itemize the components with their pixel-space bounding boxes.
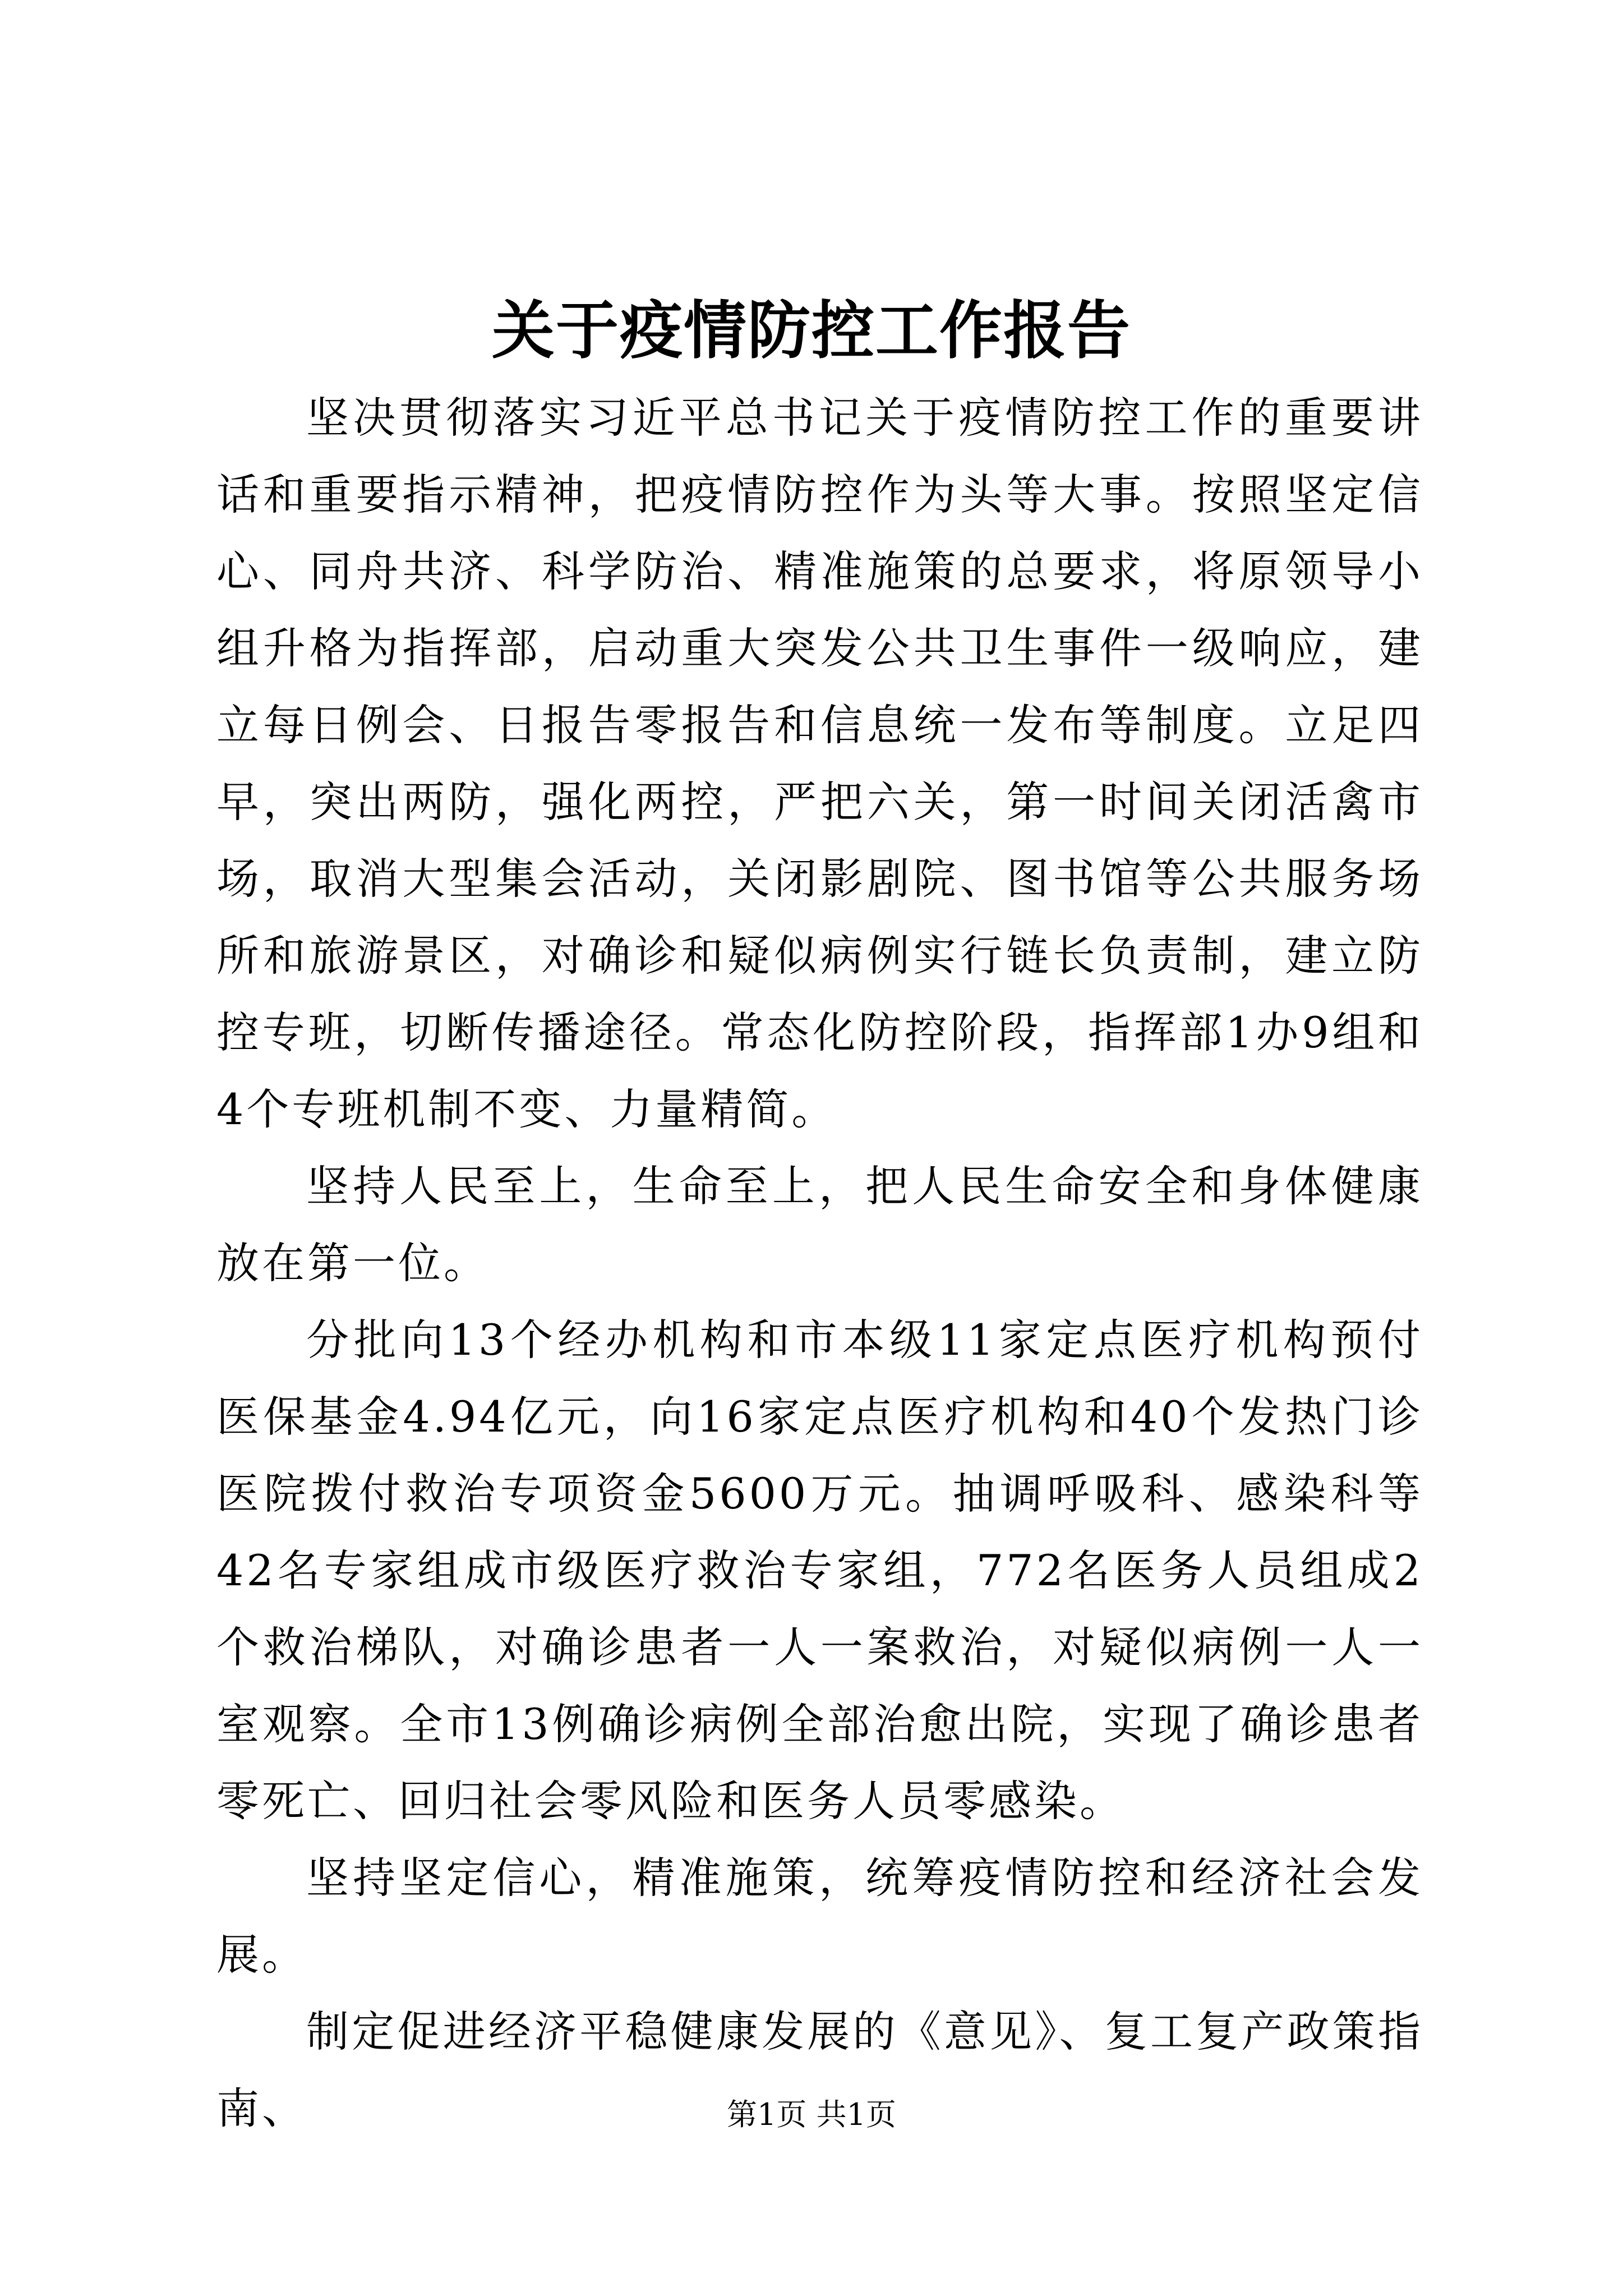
document-body: [216, 379, 1423, 2147]
document-title: 关于疫情防控工作报告: [492, 294, 1131, 367]
paragraph-5: 制定促进经济平稳健康发展的《意见》、复工复产政策指南、: [216, 2007, 1423, 2133]
paragraph-1: 坚决贯彻落实习近平总书记关于疫情防控工作的重要讲话和重要指示精神，把疫情防控作为头等大事。按照坚定信心、同舟共济、科学防治、精准施策的总要求，将原领导小组升格为指挥部，启动重大突发公共卫生事件一级响应，建立每日例会、日报告零报告和信息统一发布等制度。立足四早，突出两防，强化两控，严把六关，第一时间关闭活禽市场，取消大型集会活动，关闭影剧院、图书馆等公共服务场所和旅游景区，对确诊和疑似病例实行链长负责制，建立防控专班，切断传播途径。常态化防控阶段，指挥部1办9组和4个专班机制不变、力量精简。: [216, 393, 1423, 1134]
paragraph-2: 坚持人民至上，生命至上，把人民生命安全和身体健康放在第一位。: [216, 1161, 1423, 1288]
page-footer: 第1页 共1页: [727, 2097, 896, 2132]
paragraph-3: 分批向13个经办机构和市本级11家定点医疗机构预付医保基金4.94亿元，向16家定点医疗机构和40个发热门诊医院拨付救治专项资金5600万元。抽调呼吸科、感染科等42名专家组成市级医疗救治专家组，772名医务人员组成2个救治梯队，对确诊患者一人一案救治，对疑似病例一人一室观察。全市13例确诊病例全部治愈出院，实现了确诊患者零死亡、回归社会零风险和医务人员零感染。: [216, 1315, 1423, 1826]
paragraph-4: 坚持坚定信心，精准施策，统筹疫情防控和经济社会发展。: [216, 1853, 1423, 1980]
